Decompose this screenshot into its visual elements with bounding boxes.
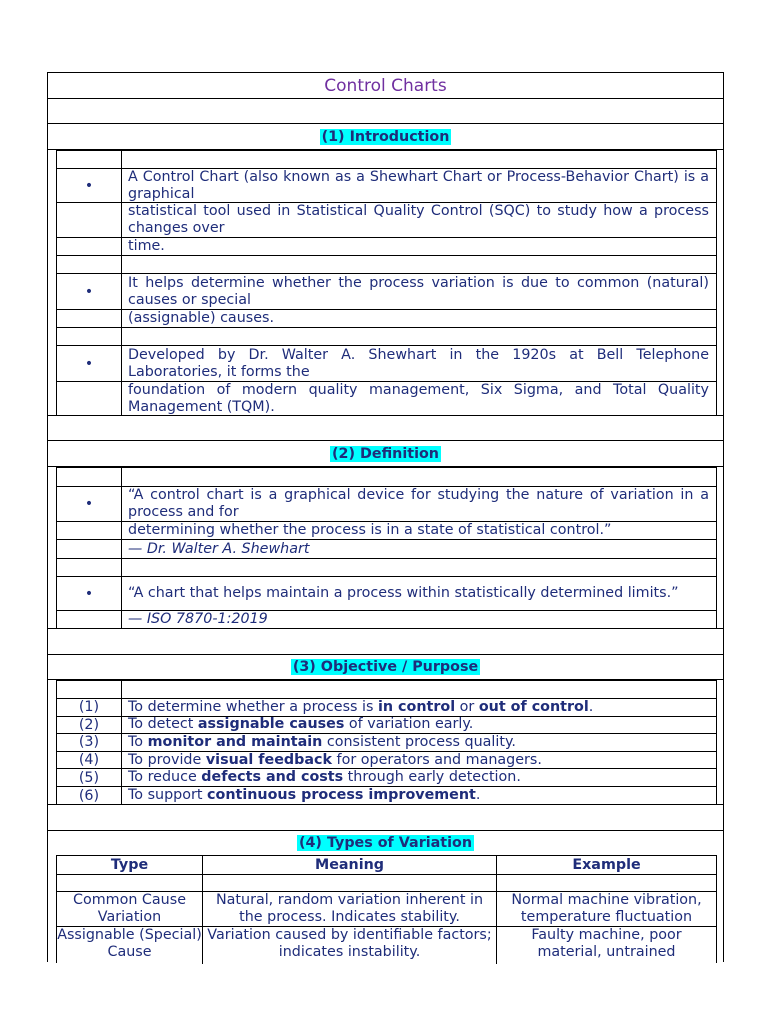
objective-text-part: monitor and maintain [147,733,323,750]
table-header-row [57,856,716,875]
objective-text-part: of variation early. [344,716,474,733]
objective-row [57,769,716,787]
objective-text-part: continuous process improvement [207,787,476,804]
table-row [57,540,716,559]
table-row [57,310,716,328]
intro-paragraph-1b: statistical tool used in Statistical Quality Control (SQC) to study how a process changes over [128,203,709,236]
objective-text [128,716,709,733]
bullet-icon: • [84,585,94,602]
objective-text-part: To [128,733,148,750]
variation-type-cell: Assignable (Special) Cause [57,927,202,960]
section-heading-definition [48,441,723,467]
intro-paragraph-1c: time. [128,238,165,254]
objective-text [128,787,709,804]
definition-attribution-1: — Dr. Walter A. Shewhart [128,540,310,557]
bullet-icon: • [84,496,94,512]
objective-text-part: or [455,698,479,715]
objective-text-part: through early detection. [343,769,521,786]
section-heading-introduction [48,124,723,150]
table-row [57,577,716,611]
table-row [57,522,716,540]
intro-paragraph-2b: (assignable) causes. [128,310,274,326]
objective-block [48,680,723,805]
objective-text [128,769,709,786]
intro-paragraph-3b: foundation of modern quality management, Six Sigma, and Total Quality Management (TQM). [128,381,709,415]
objective-text-part: for operators and managers. [332,751,542,768]
heading-label: (3) Objective / Purpose [292,659,479,675]
definition-table [56,467,717,629]
table-row [57,151,716,169]
variation-table [56,855,717,963]
objective-number: (5) [78,769,100,786]
objective-row [57,734,716,752]
table-row [57,238,716,256]
objective-text-part: To reduce [128,769,202,786]
objective-number: (2) [78,716,100,733]
objective-text-part: . [475,787,481,804]
objective-number: (6) [78,787,100,804]
introduction-block [48,150,723,416]
definition-quote-1b: determining whether the process is in a state of statistical control.” [128,522,612,538]
section-heading-objective [48,655,723,680]
objective-row [57,699,716,717]
bullet-icon: • [84,177,94,194]
objective-text-part: out of control [478,698,589,715]
table-row [57,892,716,927]
column-header-type: Type [110,856,149,873]
heading-label: (2) Definition [332,446,439,462]
heading-label: (4) Types of Variation [298,835,473,851]
spacer-row [48,99,723,124]
heading-label: (1) Introduction [321,129,450,145]
variation-type-cell: Common Cause Variation [73,892,186,925]
definition-quote-1a: “A control chart is a graphical device for studying the nature of variation in a process and for [128,487,709,520]
objective-text-part: visual feedback [205,751,332,768]
table-row [57,611,716,628]
objective-text-part: defects and costs [201,769,344,786]
definition-block [48,467,723,629]
intro-paragraph-2a: It helps determine whether the process variation is due to common (natural) causes or special [128,274,709,308]
table-row [57,487,716,522]
bullet-icon: • [84,283,94,300]
section-heading-variation [48,831,723,856]
objective-text-part: in control [378,698,456,715]
table-row [57,382,716,415]
table-row [57,169,716,203]
definition-attribution-2: — ISO 7870-1:2019 [128,611,268,627]
table-row [57,328,716,346]
objective-text-part: To detect [128,716,198,733]
variation-meaning-cell: Natural, random variation inherent in the process. Indicates stability. [215,892,484,925]
table-row [57,274,716,310]
objective-row [57,717,716,735]
objective-text-part: consistent process quality. [322,733,516,750]
spacer-row [48,805,723,831]
table-row [57,256,716,274]
introduction-table [56,150,717,416]
objective-table [56,680,717,805]
objective-number: (3) [78,734,100,751]
variation-meaning-cell: Variation caused by identifiable factors; indicates instability. [207,927,492,960]
intro-paragraph-1a: A Control Chart (also known as a Shewhart Chart or Process-Behavior Chart) is a graphical [128,168,709,202]
table-row [57,559,716,577]
table-row [57,468,716,487]
objective-row [57,752,716,770]
table-row [57,346,716,382]
variation-example-cell: Faulty machine, poor material, untrained [531,927,682,960]
objective-text-part: To determine whether a process is [128,698,378,715]
spacer-row [48,629,723,655]
objective-number: (4) [78,752,100,769]
objective-text [128,699,709,716]
objective-text [128,752,709,769]
objective-text [128,734,709,751]
table-row [57,203,716,238]
document-title: Control Charts [48,73,723,99]
document-page [47,72,724,962]
table-row [57,927,716,964]
column-header-meaning: Meaning [314,856,385,873]
bullet-icon: • [84,355,94,372]
objective-row [57,787,716,805]
spacer-row [48,416,723,441]
table-row [57,681,716,699]
objective-text-part: . [588,698,594,715]
objective-text-part: To support [128,787,208,804]
variation-example-cell: Normal machine vibration, temperature fluctuation [511,892,702,925]
table-row [57,875,716,892]
objective-number: (1) [78,699,100,716]
objective-text-part: To provide [128,751,206,768]
intro-paragraph-3a: Developed by Dr. Walter A. Shewhart in the 1920s at Bell Telephone Laboratories, it forms the [128,346,709,380]
column-header-example: Example [572,856,641,873]
definition-quote-2a: “A chart that helps maintain a process within statistically determined limits.” [128,585,679,601]
objective-text-part: assignable causes [197,716,345,733]
